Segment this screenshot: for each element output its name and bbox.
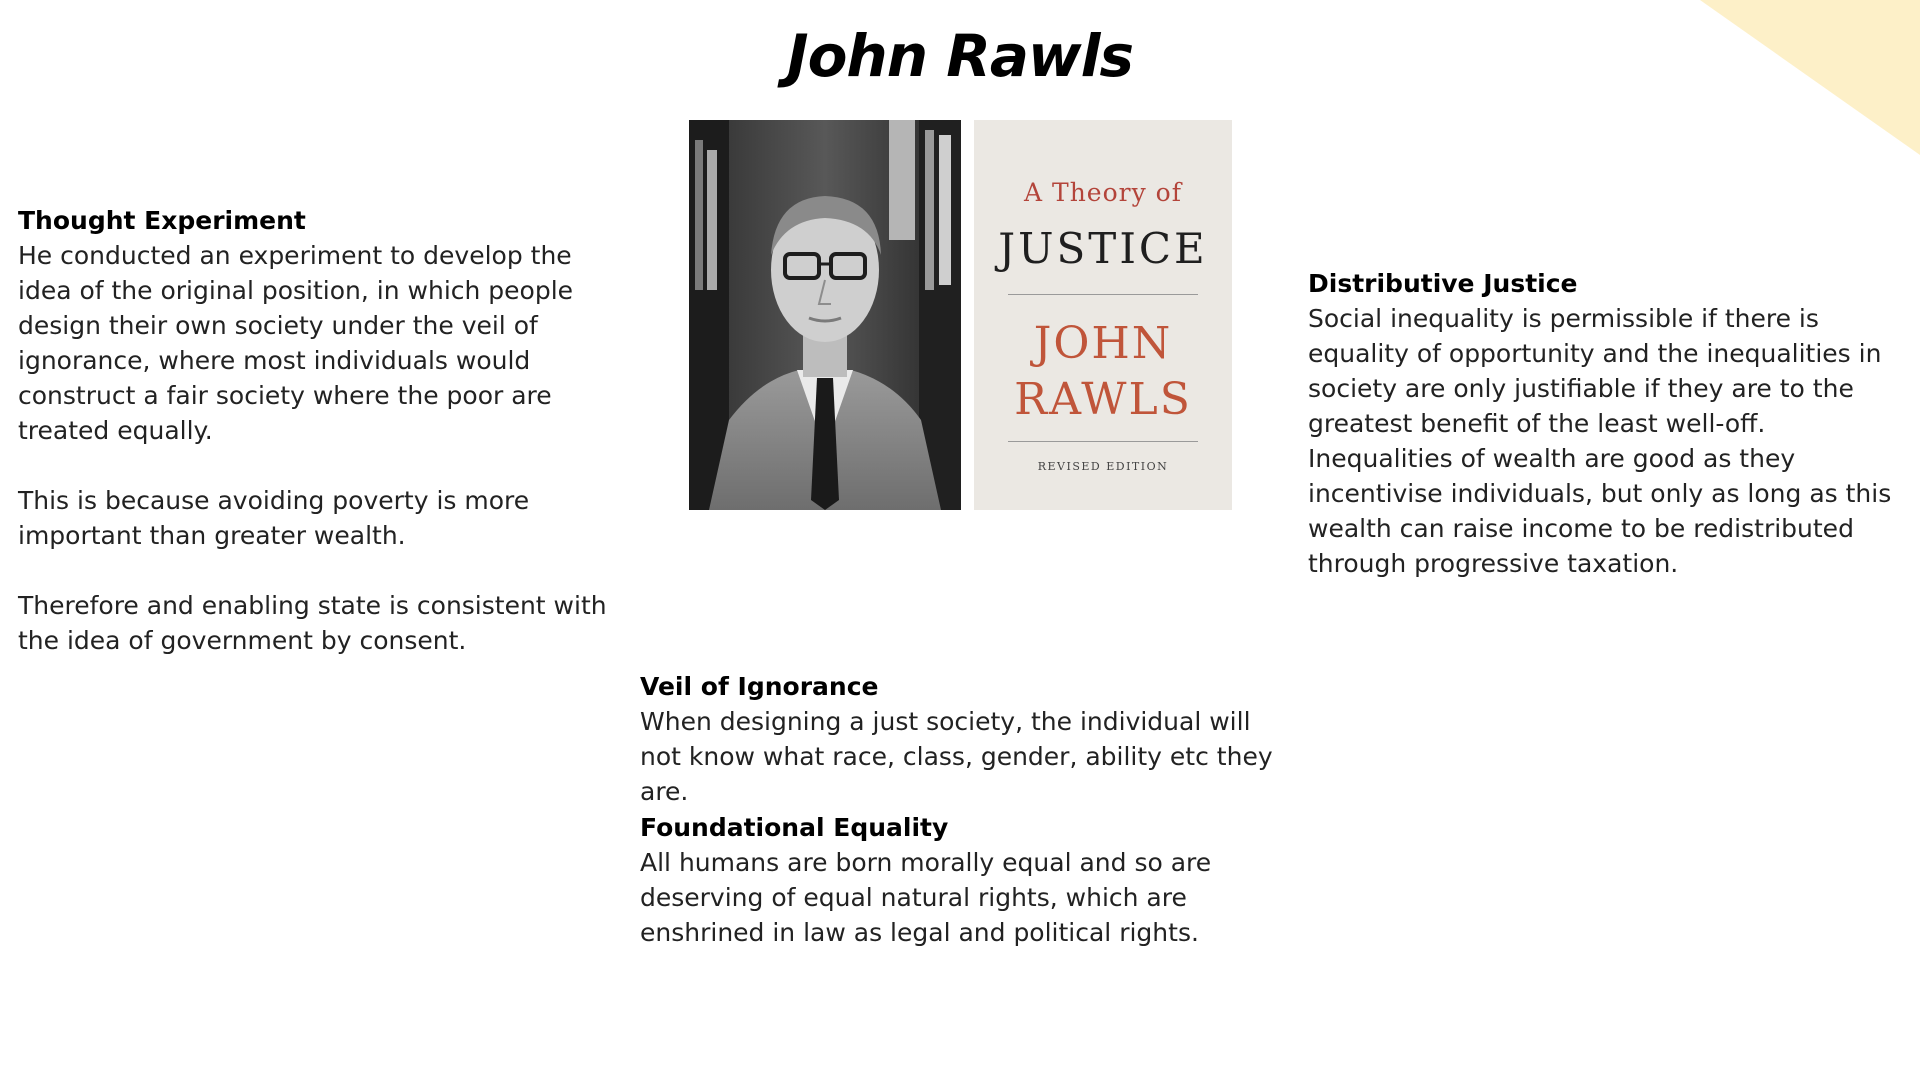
section-paragraph: He conducted an experiment to develop the idea of the original position, in which people design their own society under the veil of ignorance, where most individuals would construct a fair society where the poor are treated equally.	[18, 241, 574, 445]
foundational-equality-section	[640, 810, 1280, 950]
book-cover-edition: REVISED EDITION	[1037, 460, 1169, 473]
book-cover-divider	[1008, 441, 1198, 442]
distributive-justice-section	[1308, 266, 1908, 581]
book-cover-divider	[1008, 294, 1198, 295]
section-paragraph: This is because avoiding poverty is more important than greater wealth.	[18, 486, 530, 550]
section-heading: Distributive Justice	[1308, 269, 1578, 298]
book-cover-author-last: RAWLS	[1014, 374, 1192, 425]
veil-of-ignorance-section	[640, 669, 1280, 809]
section-paragraph: All humans are born morally equal and so are deserving of equal natural rights, which are enshrined in law as legal and political rights.	[640, 848, 1212, 947]
person-portrait-icon	[689, 120, 961, 510]
book-cover-author-first: JOHN	[1033, 318, 1173, 369]
section-heading: Veil of Ignorance	[640, 672, 879, 701]
section-paragraph: Social inequality is permissible if there is equality of opportunity and the inequalities in society are only justifiable if they are to the greatest benefit of the least well-off. Inequalities of wealth are good as they incentivise individuals, but only as long as this wealth can raise income to be redistributed through progressive taxation.	[1308, 304, 1892, 578]
book-cover-author	[974, 316, 1232, 428]
section-heading: Foundational Equality	[640, 813, 949, 842]
page-title: John Rawls	[787, 22, 1133, 90]
section-paragraph: When designing a just society, the individual will not know what race, class, gender, ability etc they are.	[640, 707, 1273, 806]
section-paragraph: Therefore and enabling state is consistent with the idea of government by consent.	[18, 591, 607, 655]
section-heading: Thought Experiment	[18, 206, 306, 235]
john-rawls-portrait	[689, 120, 961, 510]
book-cover	[974, 120, 1232, 510]
book-cover-title: JUSTICE	[998, 224, 1208, 273]
thought-experiment-section	[18, 203, 618, 658]
book-cover-subtitle: A Theory of	[1024, 178, 1182, 207]
